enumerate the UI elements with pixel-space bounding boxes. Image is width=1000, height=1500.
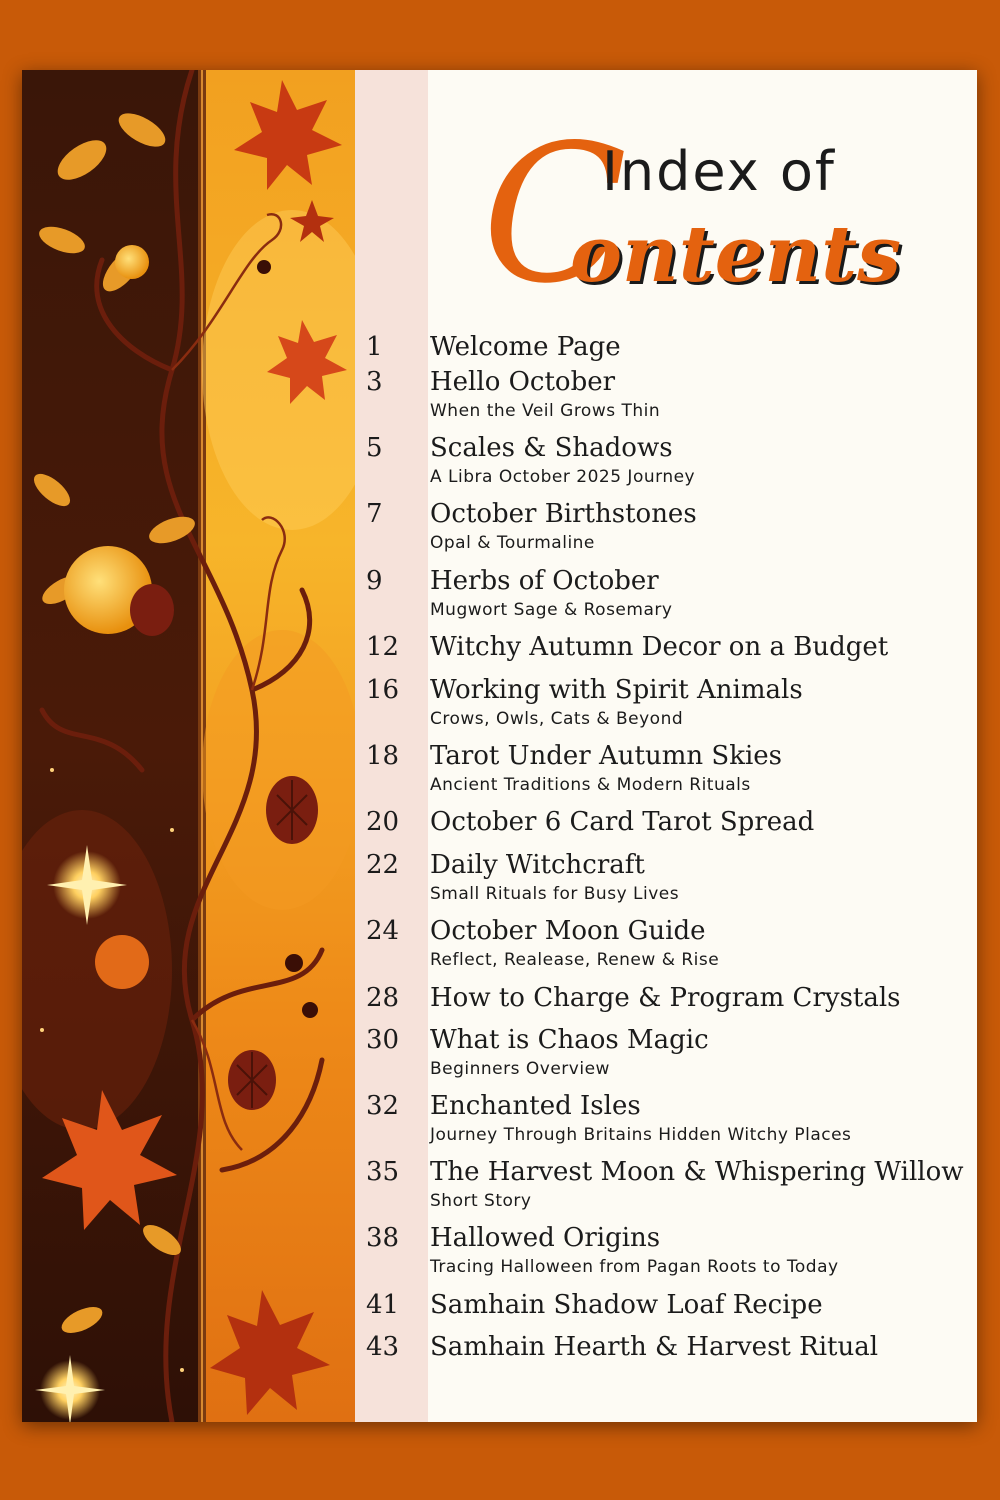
entry-title: Welcome Page (430, 332, 621, 362)
entry-subtitle: Reflect, Realease, Renew & Rise (430, 950, 720, 970)
entry-title: October Birthstones (430, 499, 697, 529)
entry-page-number: 5 (366, 433, 383, 463)
entry-subtitle: Opal & Tourmaline (430, 533, 595, 553)
table-of-contents (22, 70, 977, 1422)
entry-page-number: 24 (366, 916, 400, 946)
entry-subtitle: When the Veil Grows Thin (430, 401, 661, 421)
entry-title: Witchy Autumn Decor on a Budget (430, 632, 889, 662)
entry-title: Scales & Shadows (430, 433, 673, 463)
entry-title: Hello October (430, 367, 616, 397)
entry-page-number: 20 (366, 807, 400, 837)
entry-title: Tarot Under Autumn Skies (430, 741, 782, 771)
entry-page-number: 32 (366, 1091, 400, 1121)
index-page (22, 70, 977, 1422)
entry-page-number: 41 (366, 1290, 400, 1320)
entry-page-number: 16 (366, 675, 400, 705)
entry-page-number: 9 (366, 566, 383, 596)
title-initial: C (482, 104, 628, 325)
entry-title: What is Chaos Magic (430, 1025, 709, 1055)
entry-title: Working with Spirit Animals (430, 675, 803, 705)
entry-title: How to Charge & Program Crystals (430, 983, 901, 1013)
entry-subtitle: Crows, Owls, Cats & Beyond (430, 709, 684, 729)
entry-title: Samhain Shadow Loaf Recipe (430, 1290, 823, 1320)
entry-subtitle: Mugwort Sage & Rosemary (430, 600, 673, 620)
title-line-1: Index of (602, 140, 836, 203)
entry-title: October 6 Card Tarot Spread (430, 807, 815, 837)
entry-title: Daily Witchcraft (430, 850, 645, 880)
entry-title: Samhain Hearth & Harvest Ritual (430, 1332, 879, 1362)
entry-title: Hallowed Origins (430, 1223, 661, 1253)
entry-page-number: 12 (366, 632, 400, 662)
entry-page-number: 22 (366, 850, 400, 880)
entry-subtitle: Tracing Halloween from Pagan Roots to Today (430, 1257, 839, 1277)
entry-title: October Moon Guide (430, 916, 706, 946)
entry-page-number: 3 (366, 367, 383, 397)
entry-title: The Harvest Moon & Whispering Willow (430, 1157, 964, 1187)
entry-page-number: 35 (366, 1157, 400, 1187)
entry-subtitle: A Libra October 2025 Journey (430, 467, 696, 487)
title-line-2: ontents (570, 209, 902, 300)
entry-subtitle: Journey Through Britains Hidden Witchy Places (430, 1125, 852, 1145)
entry-page-number: 43 (366, 1332, 400, 1362)
entry-subtitle: Ancient Traditions & Modern Rituals (430, 775, 751, 795)
entry-page-number: 7 (366, 499, 383, 529)
entry-page-number: 18 (366, 741, 400, 771)
entry-title: Enchanted Isles (430, 1091, 641, 1121)
entry-subtitle: Beginners Overview (430, 1059, 610, 1079)
entry-subtitle: Short Story (430, 1191, 532, 1211)
entry-page-number: 1 (366, 332, 383, 362)
entry-page-number: 38 (366, 1223, 400, 1253)
entry-page-number: 30 (366, 1025, 400, 1055)
entry-page-number: 28 (366, 983, 400, 1013)
entry-subtitle: Small Rituals for Busy Lives (430, 884, 680, 904)
entry-title: Herbs of October (430, 566, 659, 596)
